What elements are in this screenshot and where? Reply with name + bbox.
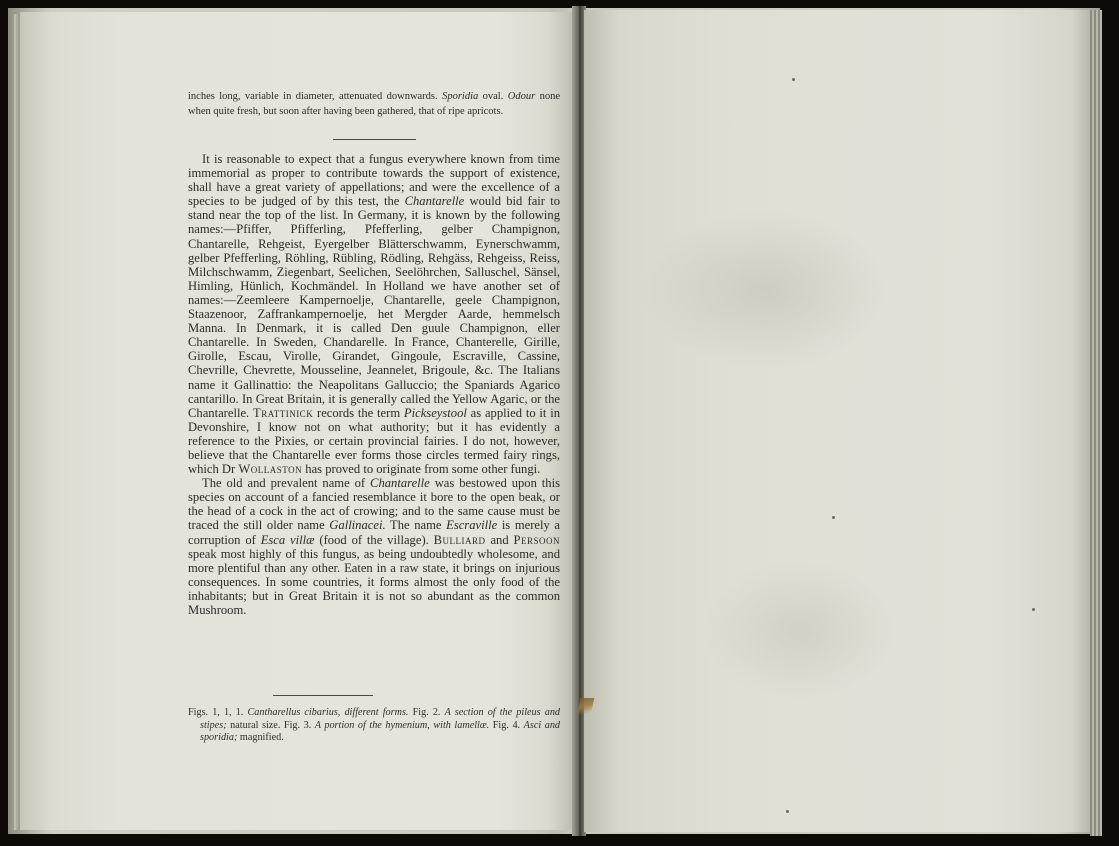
author-name: Wollaston	[238, 462, 303, 477]
body-paragraph-2	[188, 476, 560, 617]
caption-text: Figs. 1, 1, 1.	[188, 707, 244, 718]
show-through-shadow	[640, 210, 890, 370]
text-run: speak most highly of this fungus, as being undoubtedly wholesome, and more plentiful than any other. Eaten in a raw state, it brings on injurious consequences. In some countries, it forms almost the only food of the inhabitants; but in Great Britain it is not so abundant as the common Mushroom.	[188, 546, 560, 617]
caption-italic: Cantharellus cibarius, different forms.	[247, 707, 409, 718]
italic-term: Chantarelle	[370, 476, 430, 491]
body-paragraph-1	[188, 152, 560, 476]
caption-italic: A section of the pileus and stipes;	[200, 707, 561, 731]
right-page-stack	[1090, 10, 1102, 836]
text-run: It is reasonable to expect that a fungus everywhere known from time immemorial as proper to contribute towards the support of existence, shall have a great variety of appellations; and were the excellence of a species to be judged of by this test, the	[188, 152, 560, 209]
text-run: as applied to it in Devonshire, I know not on what authority; but it has evidently a reference to the Pixies, or certain provincial fairies. I do not, however, believe that the Chantarelle ever forms those circles termed fairy rings, which Dr	[188, 405, 560, 477]
paper-speck	[832, 516, 835, 519]
right-page-blank	[584, 10, 1092, 832]
caption-text: Fig. 4.	[492, 719, 521, 731]
caption-italic: Asci and sporidia;	[200, 719, 561, 744]
text-run: has proved to originate from some other fungi.	[305, 462, 541, 477]
paper-speck	[786, 810, 789, 813]
caption-text: Fig. 2.	[412, 707, 441, 718]
italic-term: Chantarelle	[404, 194, 465, 209]
description-text: none when quite fresh, but soon after having been gathered, that of ripe apricots.	[188, 91, 560, 117]
paper-speck	[1032, 608, 1035, 611]
label-odour: Odour	[507, 91, 536, 102]
text-run: and	[490, 532, 509, 547]
author-name: Bulliard	[433, 532, 486, 547]
italic-term: Gallinacei.	[329, 518, 386, 533]
species-description	[188, 89, 560, 119]
main-body-text	[188, 152, 560, 617]
text-run: records the term	[317, 405, 401, 420]
author-name: Trattinick	[253, 405, 314, 420]
text-run: was bestowed upon this species on account of a fancied resemblance it bore to the open beak, or the head of a cock in the act of crowing; and to the same cause must be traced the still older name	[188, 476, 561, 533]
paper-speck	[792, 78, 795, 81]
section-divider	[333, 139, 416, 140]
text-run: would bid fair to stand near the top of the list. In Germany, it is known by the following names:—Pfiffer, Pfifferling, Pfefferling, gelber Champignon, Chantarelle, Rehgeist, Eyergelber Blätterschwamm, Eynerschwamm, gelber Pfefferling, Röhling, Rübling, Rödling, Rehgäss, Rehgeiss, Reiss, Milchschwamm, Ziegenbart, Seelichen, Seelöhrchen, Salluschel, Sänsel, Himling, Hünlich, Kochmändel. In Holland we have another set of names:—Zeemleere Kampernoelje, Chantarelle, geele Champignon, Staazenoor, Zaffrankampernoelje, het Mergder Aarde, hemmelsch Manna. In Denmark, it is called Den guule Champignon, eller Chantarelle. In Sweden, Chandarelle. In France, Chanterelle, Girille, Girolle, Escau, Virolle, Girandet, Gingoule, Escraville, Cassine, Chevrille, Chevrette, Mousseline, Jeannelet, Brigoule, &c. The Italians name it Gallinattio: the Neapolitans Galluccio; the Spaniards Agarico cantarillo. In Great Britain, it is generally called the Yellow Agaric, or the Chantarelle.	[188, 194, 560, 420]
caption-italic: A portion of the hymenium, with lamellæ.	[314, 719, 490, 731]
figure-caption	[188, 707, 560, 745]
text-run: The old and prevalent name of	[202, 476, 366, 491]
text-run: is merely a corruption of	[188, 518, 561, 547]
italic-term: Escraville	[446, 518, 498, 533]
label-sporidia: Sporidia	[442, 91, 479, 102]
description-text: oval.	[482, 91, 504, 102]
author-name: Persoon	[513, 532, 561, 547]
description-text: inches long, variable in diameter, attenuated downwards.	[188, 91, 438, 102]
italic-term: Pickseystool	[403, 405, 467, 420]
caption-text: magnified.	[239, 732, 284, 744]
text-run: The name	[390, 518, 442, 533]
footnote-divider	[273, 695, 373, 696]
caption-text: natural size. Fig. 3.	[230, 719, 312, 731]
italic-term: Esca villæ	[260, 532, 315, 547]
text-run: (food of the village).	[319, 532, 429, 547]
show-through-shadow-lower	[700, 560, 900, 700]
